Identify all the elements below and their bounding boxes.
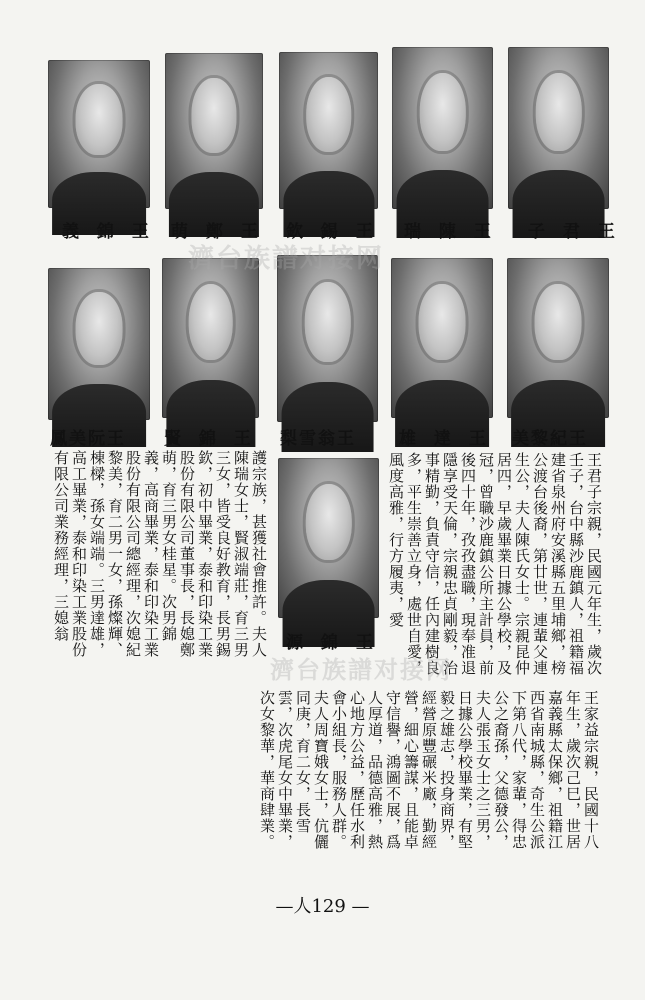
page-number: —人129 — — [275, 896, 370, 917]
bio-lower-left: 護宗族，甚獲社會推許。夫人陳瑞女士，賢淑端莊，育三男三女，皆受良好教育，長男錫欽，初中畢業，泰和印染工業股份有限公司董事長，長媳鄭萌，育三男女桂星。次男錦義，高商畢業，泰和印染工業股份有限公司總經理，次媳紀黎美，育二男一女，孫燦輝、棟樑，孫女端端。三男達雄，高工畢業，泰和印染工業股份有限公司業務經理，三媳翁 — [52, 450, 268, 658]
caption-8: 梨雪翁王 — [280, 429, 356, 449]
portrait-photo-11 — [278, 458, 379, 618]
portrait-photo-4 — [392, 47, 493, 209]
caption-5: 子 君 王 — [528, 222, 621, 242]
caption-6: 鳳美阮王 — [50, 429, 126, 449]
portrait-photo-2 — [165, 53, 263, 209]
watermark-mid: 濟台族譜对接网 — [270, 655, 452, 684]
caption-7: 賢 錦 王 — [164, 429, 257, 449]
caption-1: 義 錦 王 — [62, 222, 155, 242]
caption-11: 源 錦 王 — [286, 633, 379, 653]
caption-10: 美黎紀王 — [512, 429, 588, 449]
bio-lower-right: 王家益宗親，民國十八年生，歲次己巳，世居嘉義縣太保鄉，祖籍江西省南城縣，奇生公派下第八代，家輩，得忠公之裔孫，父德發公，夫人張玉女士之三男，日據公學校畢業，有堅毅之雄志，投身商界，經營原豐碾米廠，勤經營，細心籌謀，且能卓守信譽，鴻圖不展，爲人厚道，品德高雅，熱心地方公益，歷任水利會小組長，服務人群。夫人周寶娥女士，伉儷同庚，育二女，長雪雲，次虎尾女中畢業，次女黎華，華商肆業。 — [258, 690, 600, 850]
portrait-photo-1 — [48, 60, 150, 208]
caption-3: 欽 錫 王 — [286, 222, 379, 242]
caption-9: 雄 達 王 — [399, 429, 492, 449]
portrait-photo-6 — [48, 268, 150, 420]
portrait-photo-5 — [508, 47, 609, 209]
portrait-photo-7 — [162, 258, 259, 418]
caption-4: 瑞 陳 王 — [404, 222, 497, 242]
bio-upper-right: 王君子宗親，民國元年生，歲次壬子，台中縣沙鹿鎮人，祖籍福建省泉州府安溪縣五里埔鄉，榜公渡台後裔，第廿世，連輩父連生公，夫人陳氏女士。宗親昆仲居四，早歲畢業日據公學校，及冠，曾職沙鹿鎮公所主計員，前後四十年，孜孜盡職，現奉准退隱享受天倫，宗親忠貞剛毅，治事精勤，負責守信，任內建樹良多，平生崇善立身，處世自愛，風度高雅，行方履夷，愛 — [387, 452, 603, 676]
portrait-photo-8 — [277, 255, 378, 422]
portrait-photo-9 — [391, 258, 493, 418]
portrait-photo-3 — [279, 52, 378, 209]
watermark-top: 濟台族譜对接网 — [188, 244, 385, 274]
caption-2: 萌 鄭 王 — [171, 222, 264, 242]
portrait-photo-10 — [507, 258, 609, 418]
